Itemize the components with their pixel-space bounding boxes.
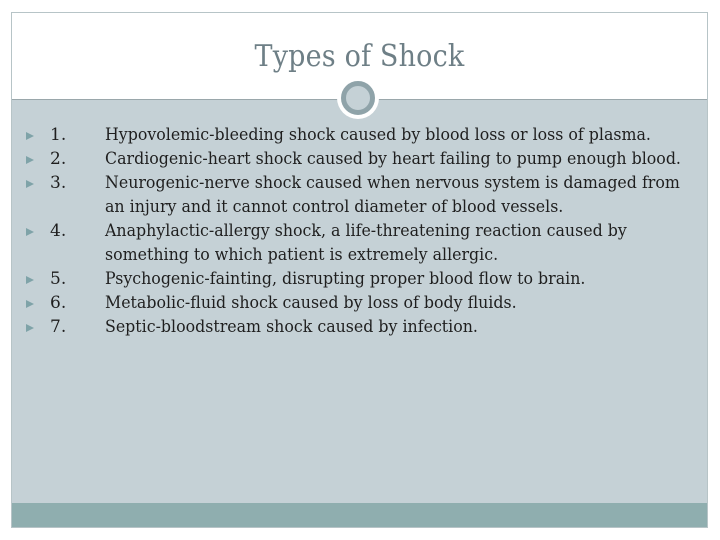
item-number: 5.: [50, 269, 67, 289]
item-number: 4.: [50, 221, 67, 241]
item-text: Neurogenic-nerve shock caused when nervous system is damaged from an injury and it cannot control diameter of blood vessels.: [105, 173, 680, 217]
item-number: 3.: [50, 173, 67, 193]
list-item: [12, 315, 707, 339]
triangle-bullet-icon: [26, 324, 34, 332]
triangle-bullet-icon: [26, 132, 34, 140]
item-text: Metabolic-fluid shock caused by loss of body fluids.: [105, 293, 517, 313]
list-item: [12, 219, 707, 267]
list-item: [12, 291, 707, 315]
list-item: [12, 267, 707, 291]
item-number: 7.: [50, 317, 67, 337]
slide-title: Types of Shock: [254, 39, 465, 74]
shock-types-list: [12, 123, 707, 339]
slide: [11, 12, 708, 528]
list-item: [12, 171, 707, 219]
triangle-bullet-icon: [26, 156, 34, 164]
item-number: 6.: [50, 293, 67, 313]
footer-band: [12, 503, 707, 527]
circle-ornament-icon: [341, 81, 375, 115]
item-text: Hypovolemic-bleeding shock caused by blood loss or loss of plasma.: [105, 125, 651, 145]
list-item: [12, 123, 707, 147]
item-text: Septic-bloodstream shock caused by infection.: [105, 317, 478, 337]
triangle-bullet-icon: [26, 300, 34, 308]
triangle-bullet-icon: [26, 276, 34, 284]
list-item: [12, 147, 707, 171]
item-text: Psychogenic-fainting, disrupting proper blood flow to brain.: [105, 269, 586, 289]
item-text: Cardiogenic-heart shock caused by heart failing to pump enough blood.: [105, 149, 681, 169]
triangle-bullet-icon: [26, 228, 34, 236]
item-number: 1.: [50, 125, 67, 145]
triangle-bullet-icon: [26, 180, 34, 188]
item-text: Anaphylactic-allergy shock, a life-threatening reaction caused by something to which patient is extremely allergic.: [105, 221, 627, 265]
item-number: 2.: [50, 149, 67, 169]
